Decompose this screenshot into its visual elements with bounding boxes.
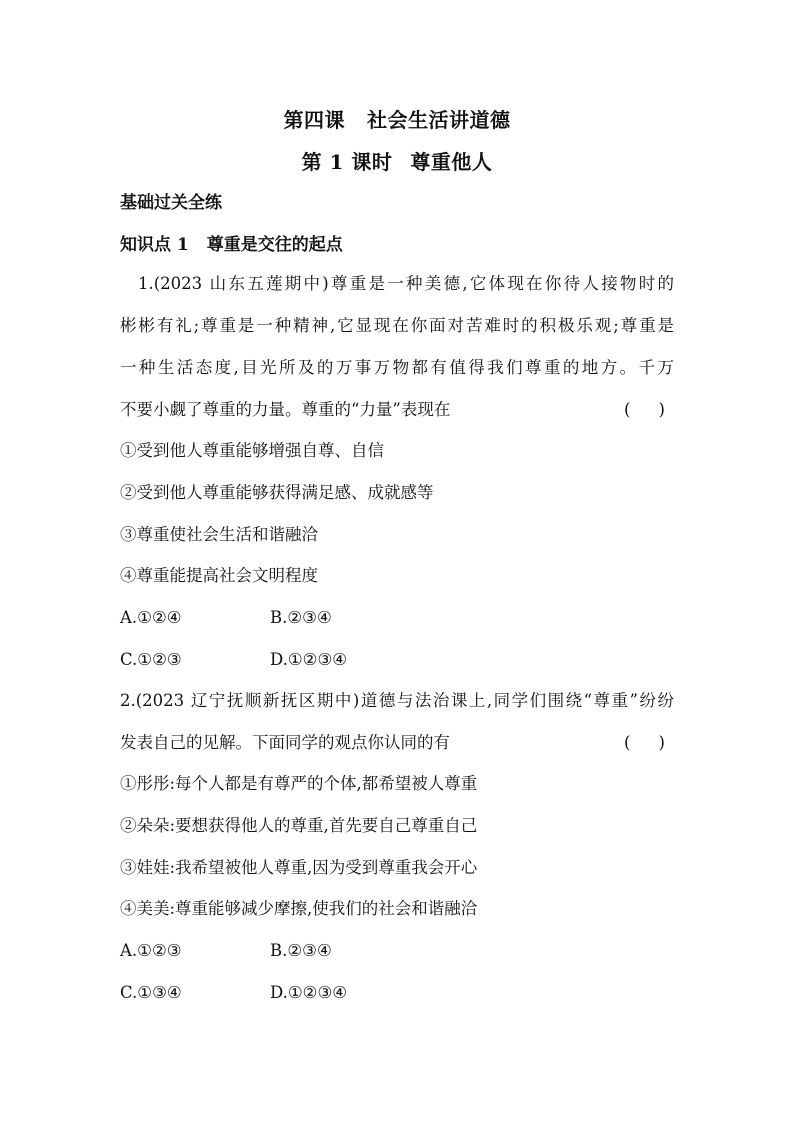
period-name: 尊重他人 bbox=[410, 150, 493, 174]
question-1-option-d: D.①②③④ bbox=[270, 650, 348, 669]
period-title bbox=[0, 146, 794, 175]
question-2-option-c: C.①③④ bbox=[120, 983, 182, 1002]
lesson-number: 第四课 bbox=[283, 108, 345, 132]
knowledge-point-heading bbox=[120, 230, 343, 255]
knowledge-point-label: 知识点 1 bbox=[120, 235, 189, 255]
question-2-statement-1: ①彤彤:每个人都是有尊严的个体,都希望被人尊重 bbox=[120, 774, 478, 793]
question-1-answer-blank: ( ) bbox=[624, 400, 665, 419]
practice-heading: 基础过关全练 bbox=[120, 193, 222, 213]
question-2-stem-line-2: 发表自己的见解。下面同学的观点你认同的有 bbox=[120, 733, 450, 752]
question-1-statement-3: ③尊重使社会生活和谐融洽 bbox=[120, 525, 318, 544]
question-1-stem-line-1: 1.(2023 山东五莲期中)尊重是一种美德,它体现在你待人接物时的 bbox=[138, 274, 674, 293]
question-1-option-c: C.①②③ bbox=[120, 650, 182, 669]
lesson-name: 社会生活讲道德 bbox=[367, 108, 511, 132]
lesson-title bbox=[0, 104, 794, 133]
question-1-stem-line-2: 彬彬有礼;尊重是一种精神,它显现在你面对苦难时的积极乐观;尊重是 bbox=[120, 316, 674, 335]
question-2-stem-line-1: 2.(2023 辽宁抚顺新抚区期中)道德与法治课上,同学们围绕“尊重”纷纷 bbox=[120, 691, 674, 710]
question-2-option-a: A.①②③ bbox=[120, 941, 182, 960]
period-number: 第 1 课时 bbox=[301, 150, 393, 174]
question-1-stem-line-3: 一种生活态度,目光所及的万事万物都有值得我们尊重的地方。千万 bbox=[120, 358, 674, 377]
question-2-statement-3: ③娃娃:我希望被他人尊重,因为受到尊重我会开心 bbox=[120, 858, 478, 877]
question-2-answer-blank: ( ) bbox=[624, 733, 665, 752]
question-1-statement-2: ②受到他人尊重能够获得满足感、成就感等 bbox=[120, 483, 434, 502]
question-2-option-d: D.①②③④ bbox=[270, 983, 348, 1002]
question-1-statement-4: ④尊重能提高社会文明程度 bbox=[120, 566, 318, 585]
question-1-option-b: B.②③④ bbox=[270, 608, 332, 627]
question-2-statement-4: ④美美:尊重能够减少摩擦,使我们的社会和谐融洽 bbox=[120, 899, 478, 918]
knowledge-point-name: 尊重是交往的起点 bbox=[206, 235, 343, 255]
question-2-option-b: B.②③④ bbox=[270, 941, 332, 960]
question-1-statement-1: ①受到他人尊重能够增强自尊、自信 bbox=[120, 441, 384, 460]
question-1-stem-line-4: 不要小觑了尊重的力量。尊重的“力量”表现在 bbox=[120, 400, 451, 419]
question-1-option-a: A.①②④ bbox=[120, 608, 182, 627]
question-2-statement-2: ②朵朵:要想获得他人的尊重,首先要自己尊重自己 bbox=[120, 816, 478, 835]
